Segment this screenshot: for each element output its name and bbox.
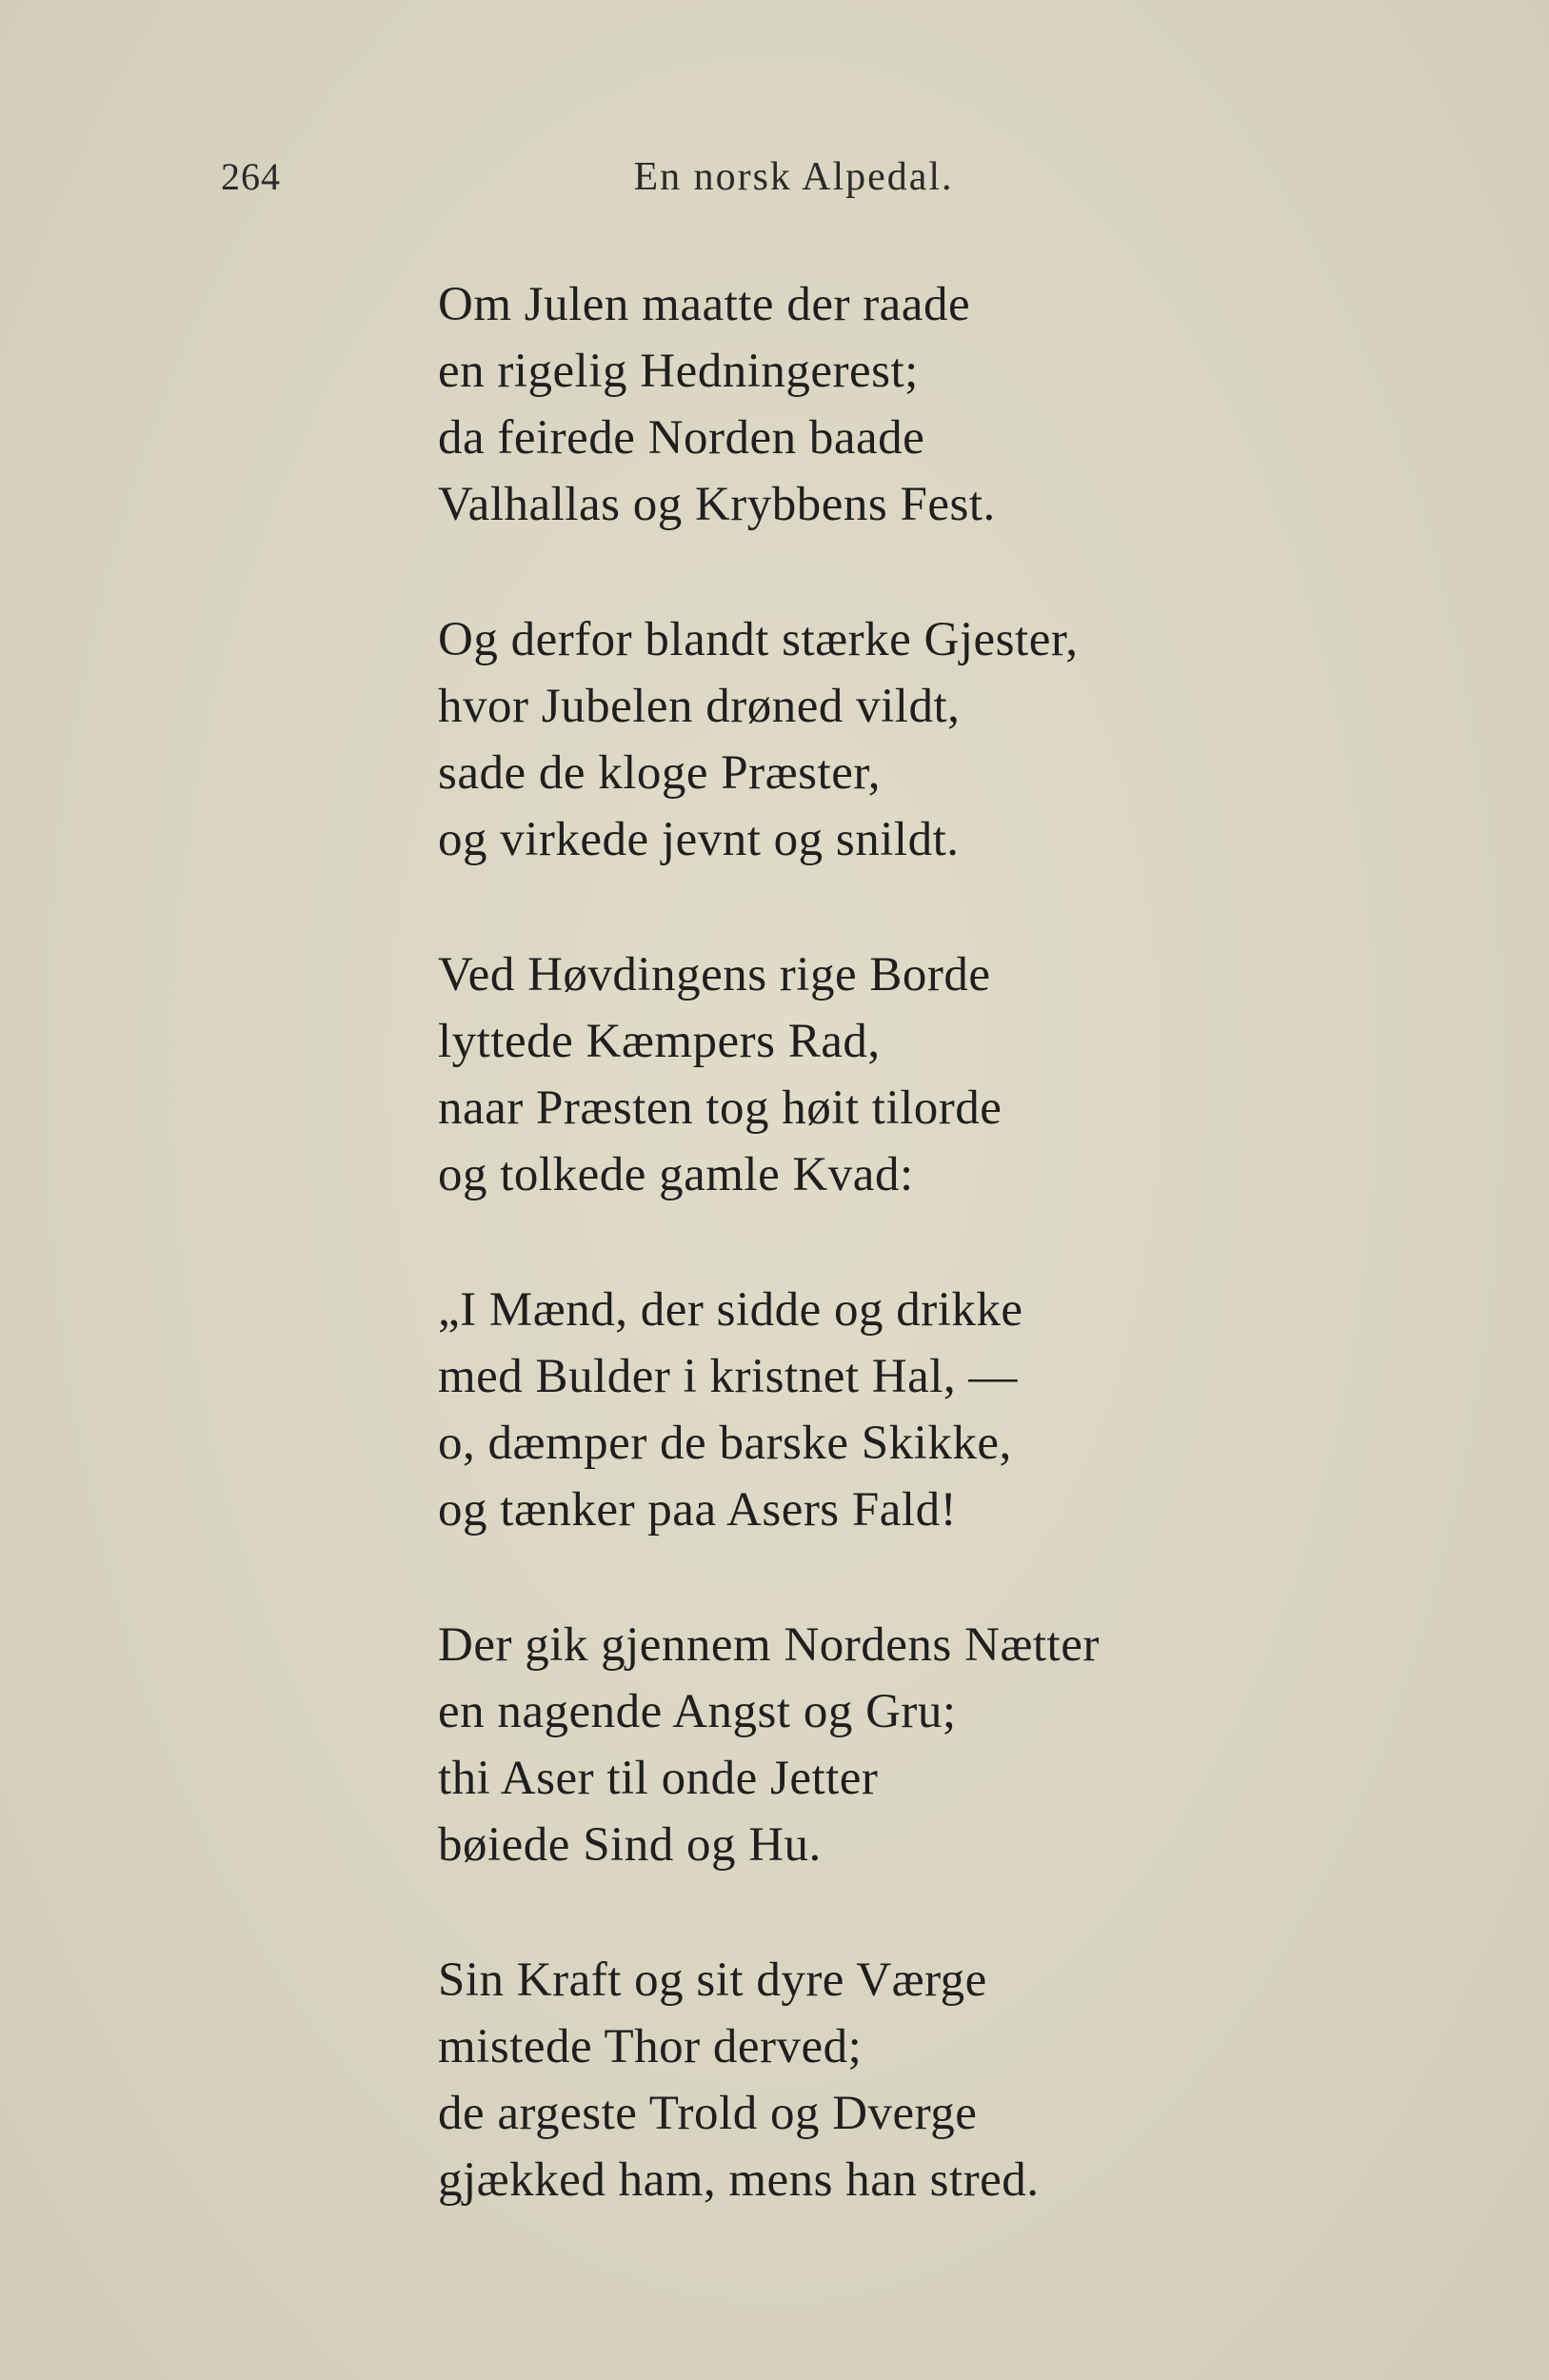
poem-line: da feirede Norden baade: [438, 411, 925, 465]
poem-line: bøiede Sind og Hu.: [438, 1818, 822, 1872]
poem-line: Og derfor blandt stærke Gjester,: [438, 613, 1079, 666]
poem-line: og virkede jevnt og snildt.: [438, 813, 960, 866]
stanza: [438, 1947, 1100, 2213]
poem-line: thi Aser til onde Jetter: [438, 1752, 879, 1805]
poem-line: gjækked ham, mens han stred.: [438, 2153, 1040, 2207]
poem-line: Ved Høvdingens rige Borde: [438, 948, 991, 1002]
stanza: [438, 1277, 1100, 1543]
poem-line: og tolkede gamle Kvad:: [438, 1148, 914, 1201]
page-number: 264: [221, 155, 281, 198]
poem-line: naar Præsten tog høit tilorde: [438, 1081, 1003, 1135]
poem-line: sade de kloge Præster,: [438, 746, 882, 800]
poem-line: „I Mænd, der sidde og drikke: [438, 1283, 1023, 1337]
stanza: [438, 606, 1100, 873]
poem-line: hvor Jubelen drøned vildt,: [438, 680, 961, 733]
stanza: [438, 1612, 1100, 1878]
poem-line: de argeste Trold og Dverge: [438, 2087, 978, 2140]
poem-line: Sin Kraft og sit dyre Værge: [438, 1954, 987, 2007]
poem-line: Der gik gjennem Nordens Nætter: [438, 1618, 1100, 1672]
poem-line: lyttede Kæmpers Rad,: [438, 1015, 881, 1068]
stanza: [438, 942, 1100, 1208]
poem-line: o, dæmper de barske Skikke,: [438, 1417, 1012, 1470]
poem-line: Om Julen maatte der raade: [438, 278, 971, 331]
stanza: [438, 271, 1100, 538]
poem-line: mistede Thor derved;: [438, 2020, 863, 2073]
poem-line: Valhallas og Krybbens Fest.: [438, 478, 996, 531]
poem-line: en rigelig Hedningerest;: [438, 345, 919, 398]
running-head: En norsk Alpedal.: [633, 155, 954, 199]
poem-line: og tænker paa Asers Fald!: [438, 1483, 958, 1537]
poem-line: en nagende Angst og Gru;: [438, 1685, 957, 1738]
poem-line: med Bulder i kristnet Hal, —: [438, 1350, 1018, 1403]
poem: [438, 271, 1100, 2282]
